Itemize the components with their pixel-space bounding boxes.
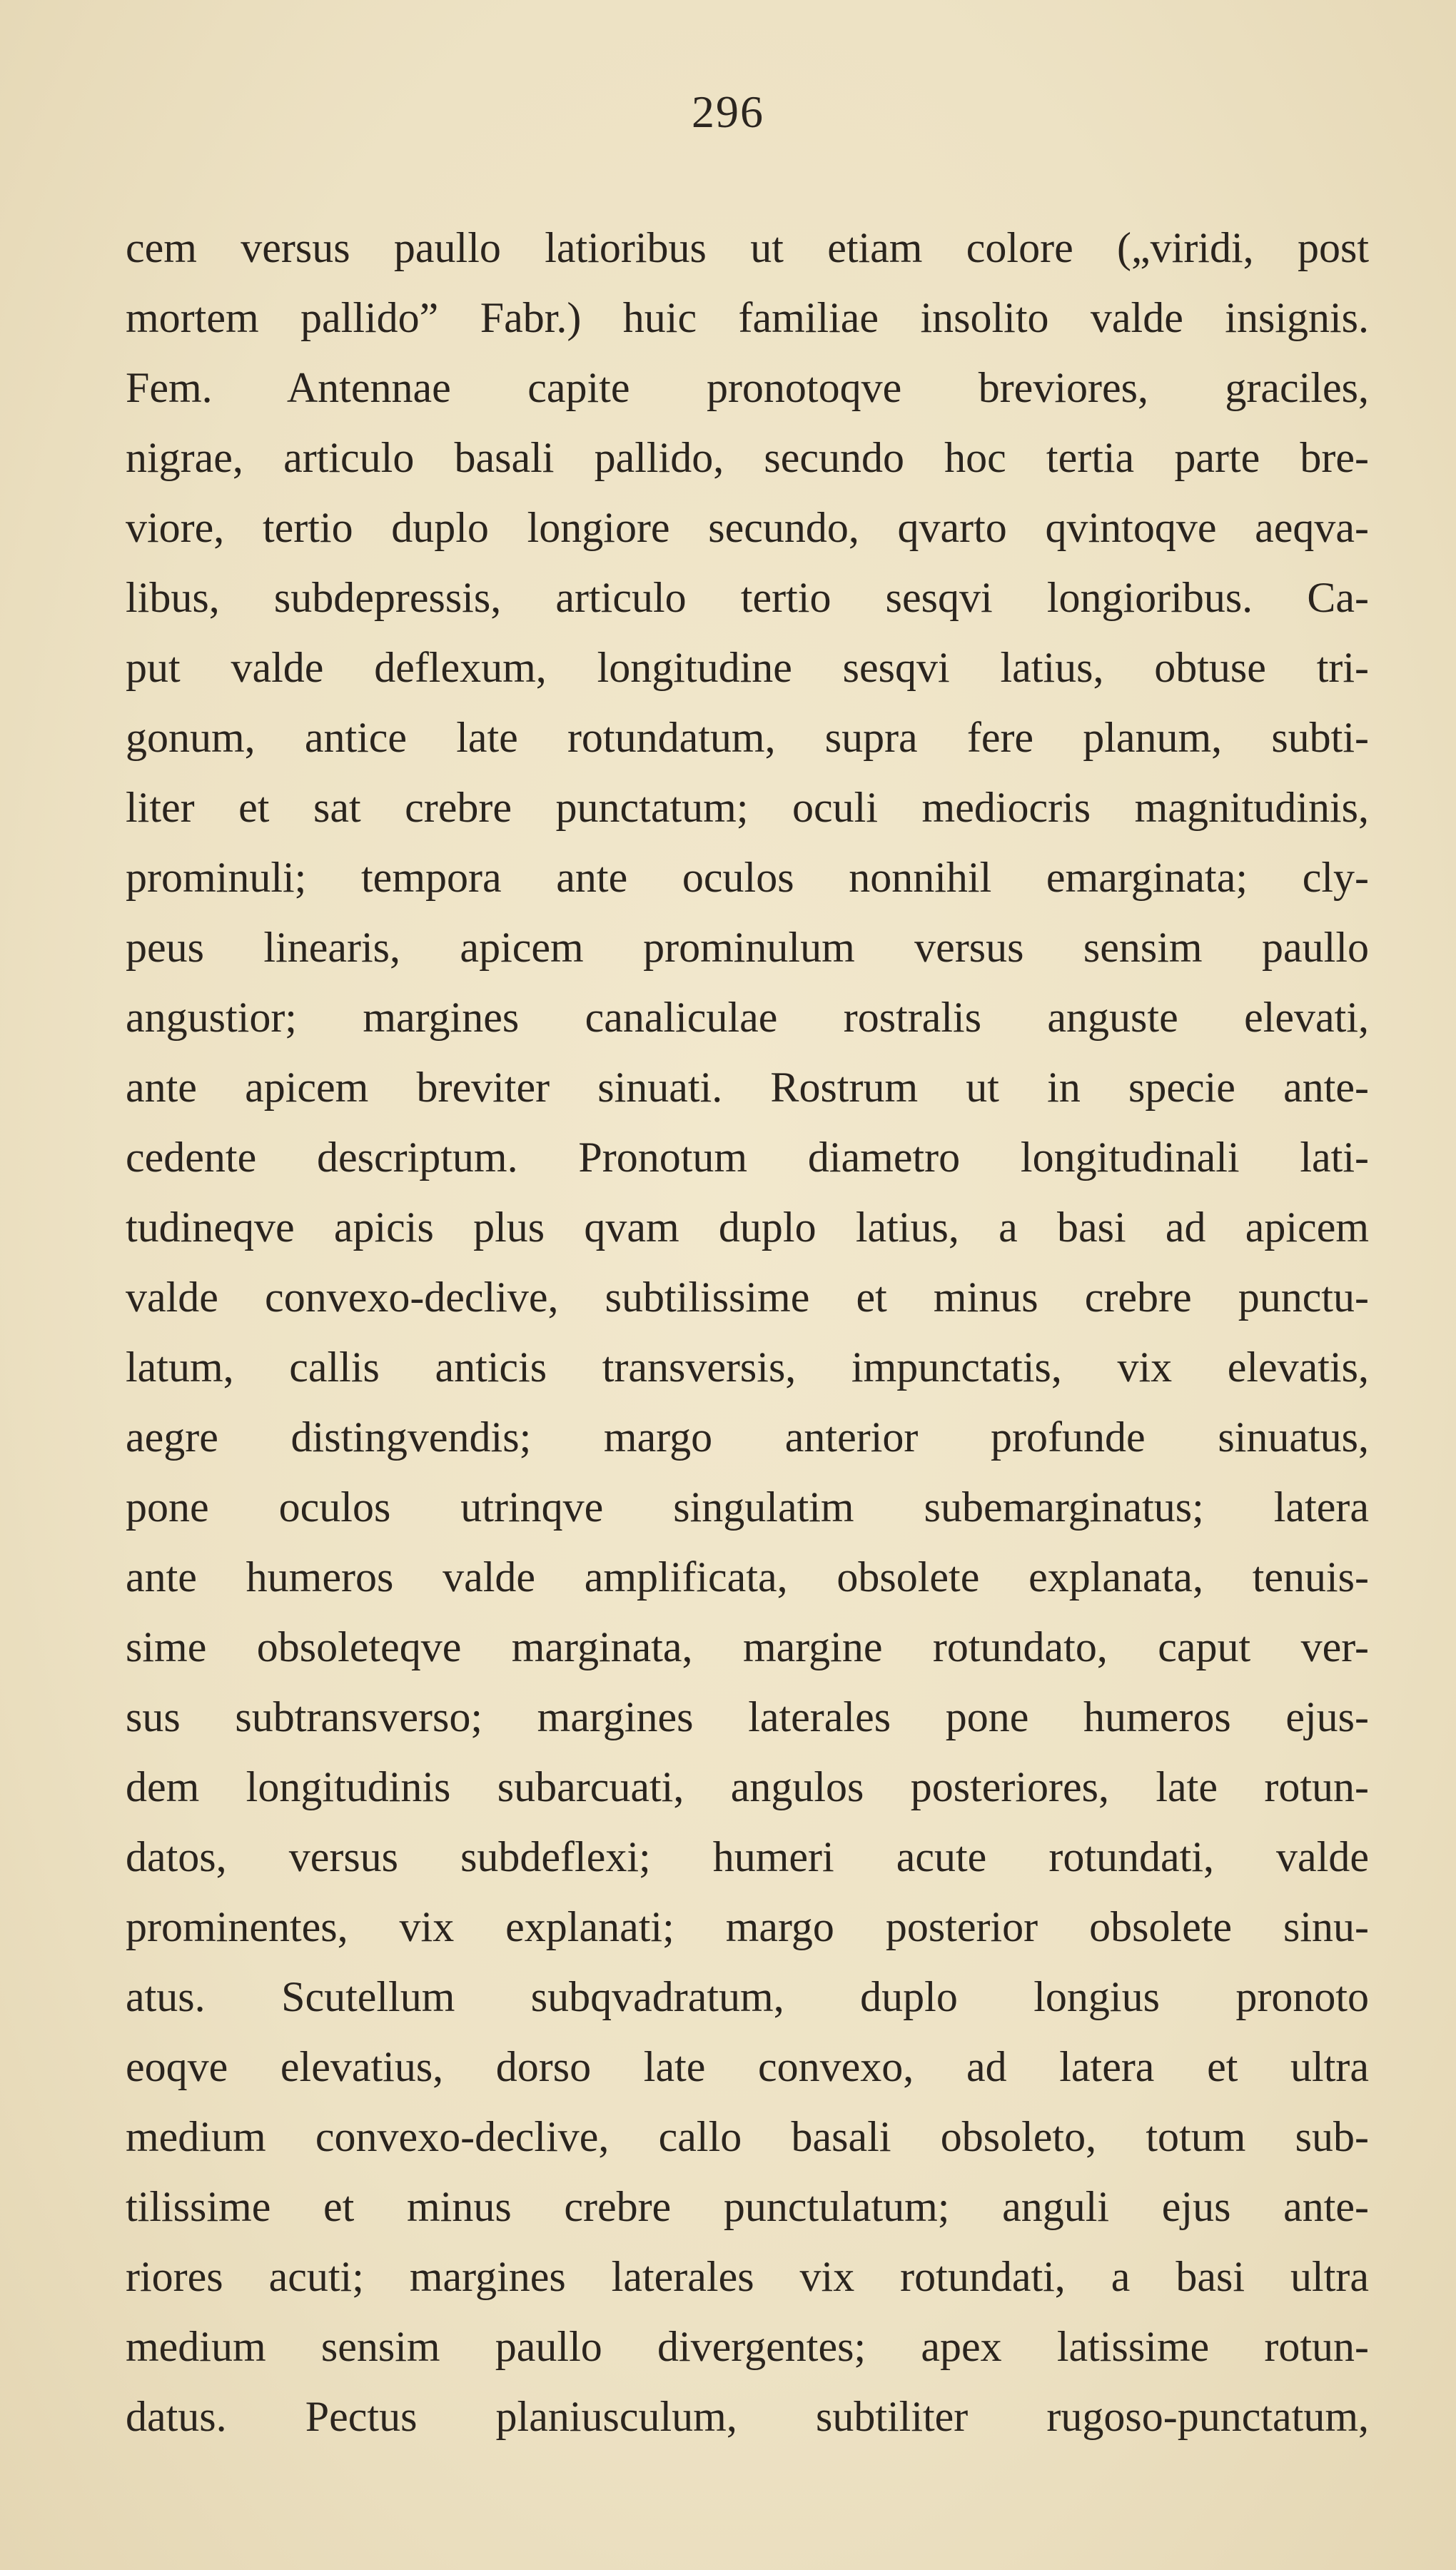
- text-line: medium convexo-declive, callo basali obsoleto, totum sub-: [126, 2113, 1369, 2160]
- body-text: [126, 213, 1369, 2451]
- text-line: datus. Pectus planiusculum, subtiliter rugoso-punctatum,: [126, 2393, 1369, 2440]
- text-line: libus, subdepressis, articulo tertio sesqvi longioribus. Ca-: [126, 574, 1369, 621]
- text-line: atus. Scutellum subqvadratum, duplo longius pronoto: [126, 1973, 1369, 2020]
- text-line: dem longitudinis subarcuati, angulos posteriores, late rotun-: [126, 1763, 1369, 1810]
- text-line: nigrae, articulo basali pallido, secundo hoc tertia parte bre-: [126, 434, 1369, 481]
- page-number: 296: [692, 86, 764, 137]
- text-line: mortem pallido” Fabr.) huic familiae insolito valde insignis.: [126, 294, 1369, 341]
- text-line: sus subtransverso; margines laterales pone humeros ejus-: [126, 1693, 1369, 1740]
- text-line: peus linearis, apicem prominulum versus sensim paullo: [126, 924, 1369, 971]
- text-line: aegre distingvendis; margo anterior profunde sinuatus,: [126, 1414, 1369, 1461]
- text-line: liter et sat crebre punctatum; oculi mediocris magnitudinis,: [126, 784, 1369, 831]
- text-line: viore, tertio duplo longiore secundo, qvarto qvintoqve aeqva-: [126, 504, 1369, 551]
- text-line: pone oculos utrinqve singulatim subemarginatus; latera: [126, 1483, 1369, 1531]
- text-line: cedente descriptum. Pronotum diametro longitudinali lati-: [126, 1134, 1369, 1181]
- text-line: ante apicem breviter sinuati. Rostrum ut in specie ante-: [126, 1064, 1369, 1111]
- text-line: gonum, antice late rotundatum, supra fere planum, subti-: [126, 714, 1369, 761]
- text-line: tilissime et minus crebre punctulatum; anguli ejus ante-: [126, 2183, 1369, 2230]
- text-line: prominuli; tempora ante oculos nonnihil emarginata; cly-: [126, 854, 1369, 901]
- text-line: Fem. Antennae capite pronotoqve breviores, graciles,: [126, 364, 1369, 411]
- text-line: angustior; margines canaliculae rostralis anguste elevati,: [126, 994, 1369, 1041]
- text-line: latum, callis anticis transversis, impunctatis, vix elevatis,: [126, 1344, 1369, 1391]
- text-line: sime obsoleteqve marginata, margine rotundato, caput ver-: [126, 1623, 1369, 1670]
- text-line: cem versus paullo latioribus ut etiam colore („viridi, post: [126, 224, 1369, 271]
- text-line: medium sensim paullo divergentes; apex latissime rotun-: [126, 2323, 1369, 2370]
- text-line: valde convexo-declive, subtilissime et minus crebre punctu-: [126, 1274, 1369, 1321]
- text-line: prominentes, vix explanati; margo posterior obsolete sinu-: [126, 1903, 1369, 1950]
- text-line: eoqve elevatius, dorso late convexo, ad latera et ultra: [126, 2043, 1369, 2090]
- text-line: tudineqve apicis plus qvam duplo latius, a basi ad apicem: [126, 1204, 1369, 1251]
- text-line: put valde deflexum, longitudine sesqvi latius, obtuse tri-: [126, 644, 1369, 691]
- text-line: ante humeros valde amplificata, obsolete explanata, tenuis-: [126, 1553, 1369, 1601]
- text-line: riores acuti; margines laterales vix rotundati, a basi ultra: [126, 2253, 1369, 2300]
- text-line: datos, versus subdeflexi; humeri acute rotundati, valde: [126, 1833, 1369, 1880]
